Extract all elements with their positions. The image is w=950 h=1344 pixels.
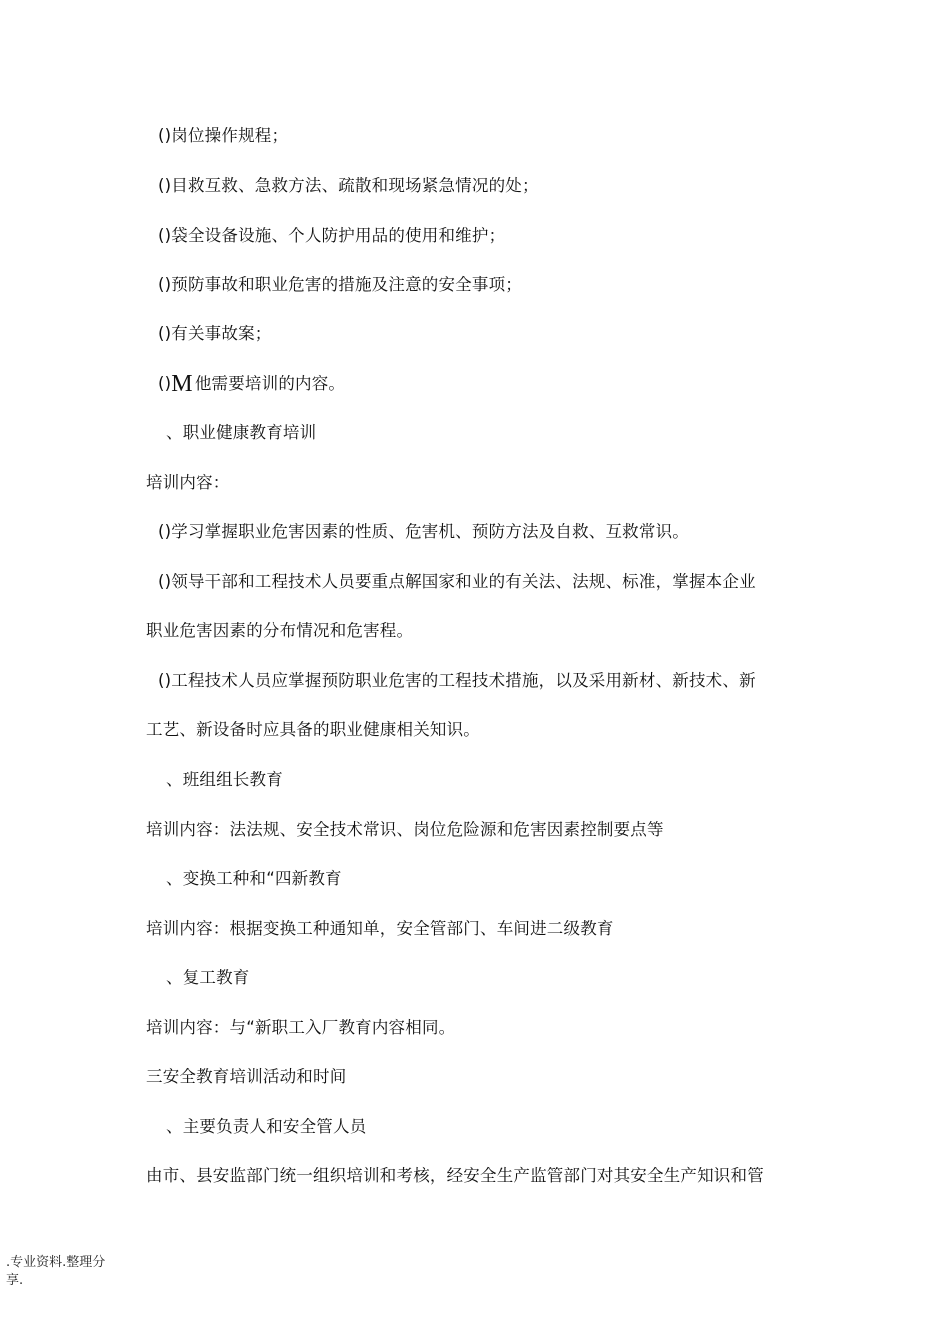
text-line-3: ()袋全设备设施、个人防护用品的使用和维护； (158, 226, 506, 245)
text-line-12: ()工程技术人员应掌握预防职业危害的工程技术措施，以及采用新材、新技术、新 (158, 671, 756, 690)
line-6-prefix: () (158, 374, 172, 393)
section-heading-team-leader: 、班组组长教育 (166, 770, 283, 789)
training-content-return-to-work: 培训内容：与“新职工入厂教育内容相同。 (146, 1018, 456, 1037)
section-heading-occupational-health: 、职业健康教育培训 (166, 423, 317, 442)
text-line-6 (158, 373, 345, 395)
text-line-9: ()学习掌握职业危害因素的性质、危害机、预防方法及自救、互救常识。 (158, 522, 689, 541)
page-footer: .专业资料.整理分享. (6, 1255, 106, 1288)
big-m-glyph: M (171, 371, 193, 397)
text-line-1: ()岗位操作规程； (158, 126, 289, 145)
text-line-13: 工艺、新设备时应具备的职业健康相关知识。 (146, 720, 480, 739)
section-heading-return-to-work: 、复工教育 (166, 968, 250, 987)
text-line-5: ()有关事故案； (158, 324, 272, 343)
text-line-2: ()目救互救、急救方法、疏散和现场紧急情况的处； (158, 176, 539, 195)
line-6-body: 他需要培训的内容。 (194, 374, 346, 393)
text-line-last: 由市、县安监部门统一组织培训和考核，经安全生产监管部门对其安全生产知识和管 (146, 1166, 764, 1185)
training-content-team-leader: 培训内容：法法规、安全技术常识、岗位危险源和危害因素控制要点等 (146, 820, 664, 839)
section-heading-principal-managers: 、主要负责人和安全管人员 (166, 1117, 367, 1136)
training-content-job-change: 培训内容：根据变换工种通知单，安全管部门、车间进二级教育 (146, 919, 614, 938)
section-heading-job-change: 、变换工种和“四新教育 (166, 869, 342, 888)
training-content-label-1: 培训内容： (146, 473, 230, 492)
text-line-10: ()领导干部和工程技术人员要重点解国家和业的有关法、法规、标准，掌握本企业 (158, 572, 756, 591)
text-line-11: 职业危害因素的分布情况和危害程。 (146, 621, 414, 640)
text-line-4: ()预防事故和职业危害的措施及注意的安全事项； (158, 275, 522, 294)
section-heading-training-activities: 三安全教育培训活动和时间 (146, 1067, 347, 1086)
